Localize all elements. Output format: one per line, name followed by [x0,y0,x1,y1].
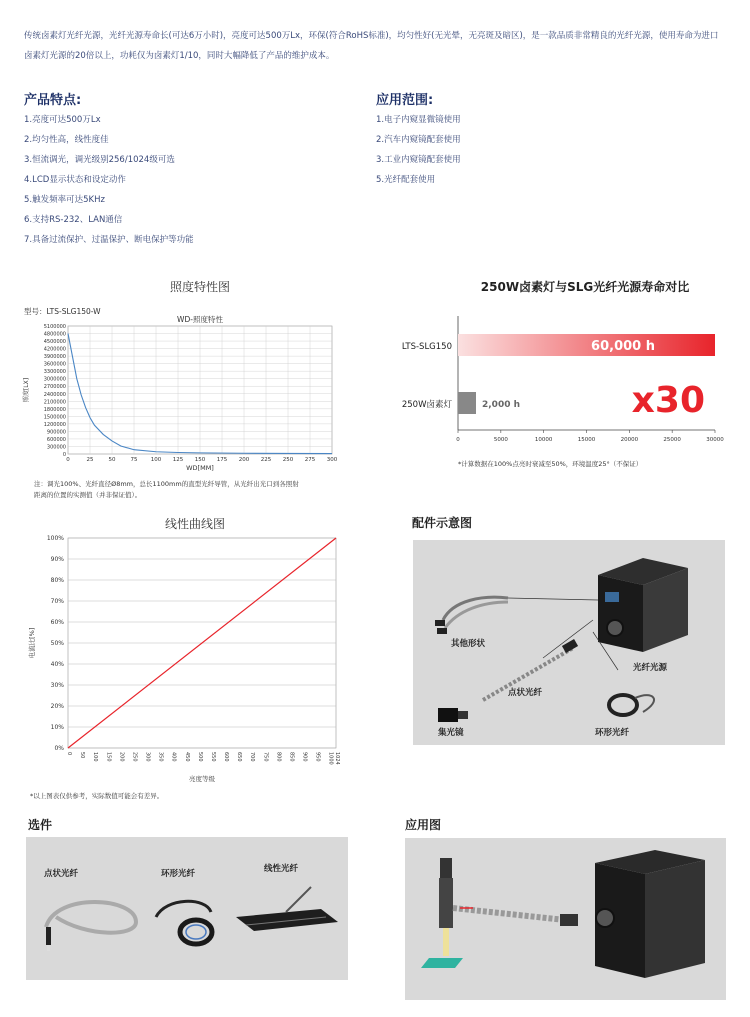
y-tick-label: 3600000 [43,361,66,368]
y-tick-label: 80% [50,577,64,584]
illuminance-heading: 照度特性图 [169,280,230,294]
y-tick-label: 30% [50,682,64,689]
connector-line [508,598,598,600]
y-tick-label: 4200000 [43,346,66,353]
x-tick-label: 175 [216,457,228,463]
bar-value-halogen: 2,000 h [482,400,521,410]
linear-note: *以上图表仅供参考，实际数值可能会有差异。 [30,792,164,800]
feature-item: 4.LCD显示状态和设定动作 [24,175,126,185]
x-tick-label: 25 [86,457,94,463]
y-tick-label: 600000 [46,436,66,443]
intro-paragraph: 传统卤素灯光纤光源，光纤光源寿命长(可达6万小时)，亮度可达500万Lx，环保(符合RoHS标准)，均匀性好(无光晕，无亮斑及暗区)，是一款品质非常精良的光纤光源，使用寿命为进口卤素灯光源的20倍以上，功耗仅为卤素灯1/10，同时大幅降低了产品的维护成本。 [24,31,719,61]
y-tick-label: 0 [62,452,66,458]
x-tick-label: 125 [172,457,184,463]
x-tick-label: 100 [150,457,162,463]
x-tick-label: 300 [326,457,338,463]
bar-label-slg150: LTS-SLG150 [401,342,452,352]
option-label-ring: 环形光纤 [161,869,196,879]
y-tick-label: 900000 [46,429,66,436]
condenser-lens-icon [438,708,468,722]
x-tick-label: 600 [223,752,230,762]
x-tick-label: 100 [92,752,99,762]
application-item: 2.汽车内窥镜配套使用 [376,135,461,145]
y-tick-label: 70% [50,598,64,605]
bar-label-halogen: 250W卤素灯 [401,400,452,410]
y-tick-label: 20% [50,703,64,710]
other-shape-fiber-icon [435,597,508,634]
application-item: 5.光纤配套使用 [376,175,436,185]
y-tick-label: 100% [46,535,64,542]
x-tick-label: 30000 [706,437,724,443]
y-tick-label: 10% [50,724,64,731]
application-panel [405,838,726,1000]
y-tick-label: 2700000 [43,384,66,391]
application-item: 3.工业内窥镜配套使用 [376,155,461,165]
x-tick-label: 50 [79,752,86,759]
x-tick-label: 75 [130,457,138,463]
x-axis-label: 亮度等级 [189,775,215,783]
x-tick-label: 300 [144,752,151,762]
x-tick-label: 350 [157,752,164,762]
y-tick-label: 1200000 [43,421,66,428]
y-tick-label: 1800000 [43,406,66,413]
option-label-line: 线性光纤 [264,864,299,874]
feature-item: 1.亮度可达500万Lx [24,115,101,125]
options-panel [26,837,348,980]
y-tick-label: 4800000 [43,331,66,338]
x-tick-label: 250 [282,457,294,463]
x-tick-label: 800 [275,752,282,762]
options-heading: 选件 [28,818,53,832]
feature-item: 5.触发频率可达5KHz [24,195,105,205]
y-tick-label: 300000 [46,444,66,451]
feature-item: 2.均匀性高，线性度佳 [24,135,109,145]
bar-halogen [458,392,476,414]
x-tick-label: 25000 [663,437,681,443]
x-tick-label: 900 [301,752,308,762]
x-tick-label: 400 [170,752,177,762]
x-axis-label: WD[MM] [186,464,214,472]
y-tick-label: 50% [50,640,64,647]
x-tick-label: 10000 [534,437,553,443]
x-tick-label: 1024 [334,752,340,765]
x-tick-label: 0 [456,437,460,443]
label-other: 其他形状 [451,639,486,649]
label-lens: 集光镜 [438,728,464,738]
lifetime-chart [380,310,730,470]
multiplier-text: x30 [631,380,705,421]
x-tick-label: 700 [249,752,256,762]
label-ring: 环形光纤 [595,728,630,738]
y-axis-label: 电流比[%] [28,627,36,659]
parts-diagram-panel [413,540,725,745]
illuminance-note-line2: 距离的位置的实测值（并非保证值）。 [34,491,142,499]
bar-slg150 [458,334,715,356]
y-tick-label: 60% [50,619,64,626]
label-source: 光纤光源 [633,663,668,673]
y-tick-label: 90% [50,556,64,563]
x-tick-label: 5000 [493,437,508,443]
y-tick-label: 2400000 [43,391,66,398]
y-tick-label: 2100000 [43,399,66,406]
label-point: 点状光纤 [508,688,543,698]
linear-heading: 线性曲线图 [164,517,225,531]
x-tick-label: 750 [262,752,269,762]
x-tick-label: 50 [108,457,116,463]
lifetime-note: *计算数据在100%点亮时衰减至50%，环境温度25°（不保证） [458,460,643,468]
x-tick-label: 15000 [577,437,596,443]
parts-heading: 配件示意图 [412,516,473,530]
lifetime-heading: 250W卤素灯与SLG光纤光源寿命对比 [480,280,690,294]
feature-item: 3.恒流调光，调光级别256/1024级可选 [24,155,175,165]
applications-list [376,110,461,190]
x-tick-label: 0 [66,752,72,756]
x-tick-label: 0 [66,457,70,463]
camera-icon [439,858,453,928]
linear-chart [24,532,354,787]
x-tick-label: 150 [194,457,206,463]
x-tick-label: 250 [131,752,138,762]
application-heading: 应用图 [405,818,442,832]
model-label: 型号：LTS-SLG150-W [24,307,101,316]
ring-fiber-icon [609,695,654,715]
x-tick-label: 200 [118,752,125,762]
y-tick-label: 40% [50,661,64,668]
y-tick-label: 3000000 [43,376,66,383]
light-source-box-icon [598,558,688,652]
line-fiber-option-icon [236,887,338,931]
x-tick-label: 1000 [327,752,334,765]
application-illustration [405,838,726,1000]
point-fiber-option-icon [46,902,136,951]
illuminance-note-line1: 注：调光100%、光纤直径Ø8mm，总长1100mm的直型光纤导管，从光纤出光口到各照射 [34,480,299,488]
y-tick-label: 3900000 [43,354,66,361]
workpiece-icon [421,928,463,968]
parts-illustration [413,540,725,745]
bar-value-slg150: 60,000 h [591,339,655,354]
features-list [24,110,194,250]
x-tick-label: 20000 [620,437,639,443]
applications-title: 应用范围: [376,93,434,108]
application-light-source-icon [595,850,705,978]
x-tick-label: 500 [196,752,203,762]
x-tick-label: 550 [209,752,216,762]
option-label-point: 点状光纤 [44,869,79,879]
x-tick-label: 650 [236,752,243,762]
illuminance-chart-title: WD-照度特性 [177,315,223,324]
y-tick-label: 0% [54,745,64,752]
y-axis-label: 照度[LX] [23,377,30,403]
x-tick-label: 850 [288,752,295,762]
x-tick-label: 200 [238,457,250,463]
feature-item: 7.具备过流保护、过温保护、断电保护等功能 [24,235,194,245]
features-title: 产品特点: [24,93,82,108]
y-tick-label: 1500000 [43,414,66,421]
x-tick-label: 225 [260,457,272,463]
y-tick-label: 3300000 [43,369,66,376]
ring-fiber-option-icon [156,901,212,944]
fiber-cable-icon [453,908,578,926]
application-item: 1.电子内窥显微镜使用 [376,115,461,125]
y-tick-label: 4500000 [43,339,66,346]
x-tick-label: 450 [183,752,190,762]
x-tick-label: 275 [304,457,316,463]
y-tick-label: 5100000 [43,324,66,330]
x-tick-label: 150 [105,752,112,762]
illuminance-chart [23,312,344,472]
options-illustration [26,837,348,980]
feature-item: 6.支持RS-232、LAN通信 [24,215,123,225]
x-tick-label: 950 [314,752,321,762]
